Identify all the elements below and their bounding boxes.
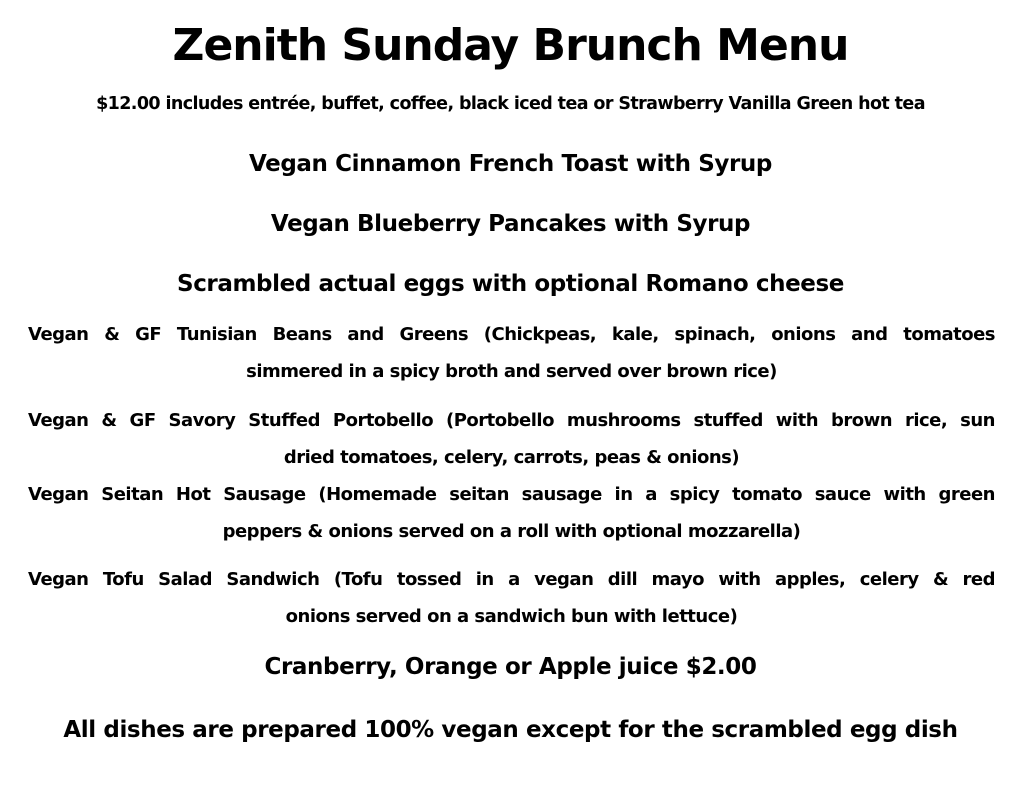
menu-title: Zenith Sunday Brunch Menu xyxy=(172,20,849,71)
menu-item-french-toast: Vegan Cinnamon French Toast with Syrup xyxy=(249,151,772,177)
menu-item-sausage xyxy=(28,476,995,550)
juice-option: Cranberry, Orange or Apple juice $2.00 xyxy=(264,654,757,680)
menu-item-sausage-line1: Vegan Seitan Hot Sausage (Homemade seitan sausage in a spicy tomato sauce with green xyxy=(28,484,995,505)
menu-item-portobello-line2: dried tomatoes, celery, carrots, peas & onions) xyxy=(283,447,740,468)
menu-item-portobello xyxy=(28,402,995,476)
menu-item-tunisian xyxy=(28,316,995,390)
menu-item-eggs: Scrambled actual eggs with optional Romano cheese xyxy=(177,271,844,297)
menu-item-pancakes: Vegan Blueberry Pancakes with Syrup xyxy=(270,211,751,237)
menu-item-tofu-salad-line2: onions served on a sandwich bun with lettuce) xyxy=(285,606,738,627)
menu-item-portobello-line1: Vegan & GF Savory Stuffed Portobello (Portobello mushrooms stuffed with brown rice, sun xyxy=(28,410,995,431)
vegan-note: All dishes are prepared 100% vegan except for the scrambled egg dish xyxy=(63,717,958,743)
menu-item-tunisian-line2: simmered in a spicy broth and served over brown rice) xyxy=(246,361,777,382)
price-info: $12.00 includes entrée, buffet, coffee, black iced tea or Strawberry Vanilla Green hot tea xyxy=(96,94,925,114)
menu-item-tofu-salad-line1: Vegan Tofu Salad Sandwich (Tofu tossed in a vegan dill mayo with apples, celery & red xyxy=(28,569,995,590)
menu-item-tofu-salad xyxy=(28,561,995,635)
menu-item-sausage-line2: peppers & onions served on a roll with optional mozzarella) xyxy=(222,521,801,542)
menu-item-tunisian-line1: Vegan & GF Tunisian Beans and Greens (Chickpeas, kale, spinach, onions and tomatoes xyxy=(28,324,995,345)
